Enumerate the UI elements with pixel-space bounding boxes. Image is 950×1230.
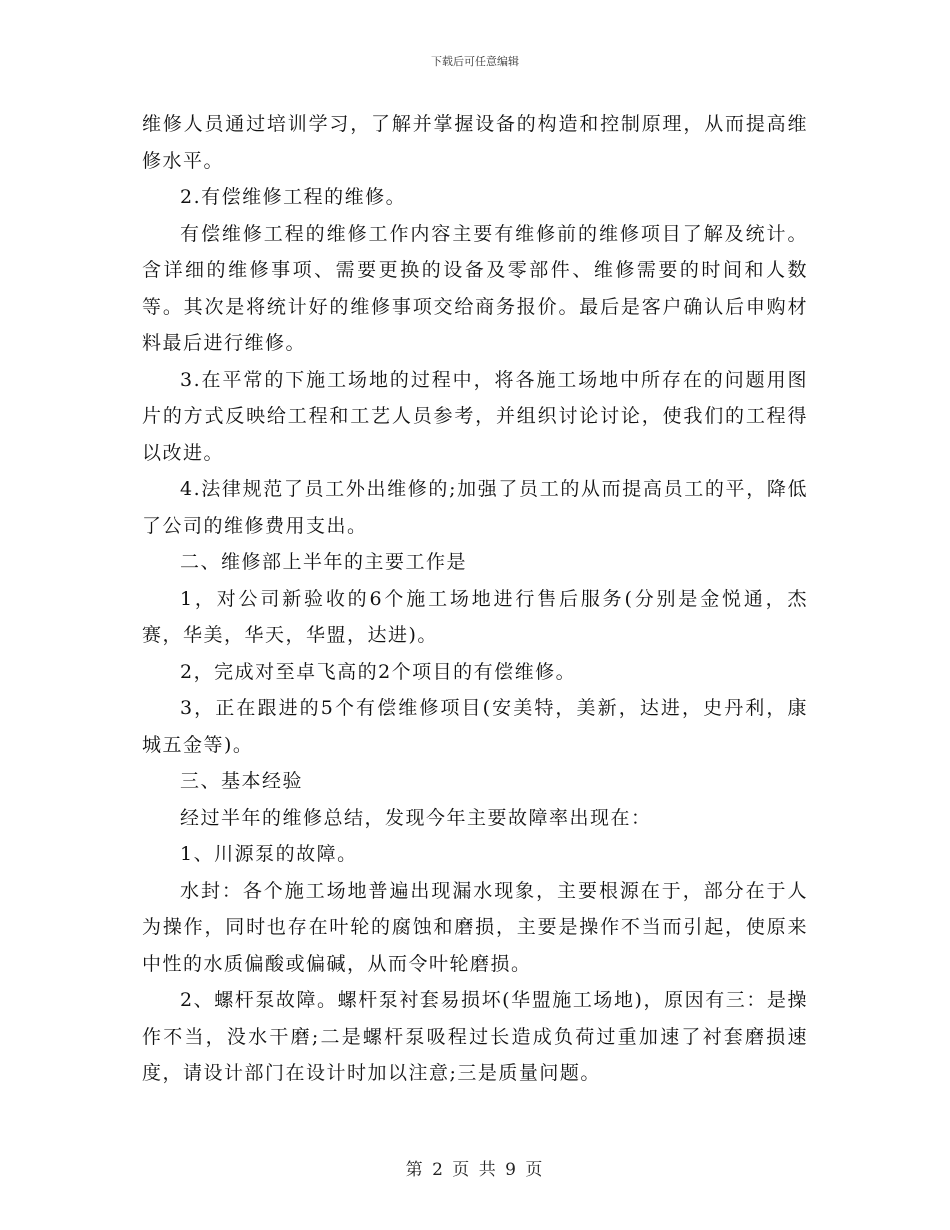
paragraph: 维修人员通过培训学习，了解并掌握设备的构造和控制原理，从而提高维修水平。 — [142, 113, 808, 172]
document-body — [142, 106, 808, 1092]
section-heading: 三、基本经验 — [180, 770, 304, 792]
paragraph: 1，对公司新验收的6个施工场地进行售后服务(分别是金悦通，杰赛，华美，华天，华盟，达进)。 — [142, 587, 808, 646]
paragraph: 3，正在跟进的5个有偿维修项目(安美特，美新，达进，史丹利，康城五金等)。 — [142, 697, 808, 756]
paragraph: 2、螺杆泵故障。螺杆泵衬套易损坏(华盟施工场地)，原因有三：是操作不当，没水干磨;二是螺杆泵吸程过长造成负荷过重加速了衬套磨损速度，请设计部门在设计时加以注意;三是质量问题。 — [142, 989, 808, 1084]
paragraph: 3.在平常的下施工场地的过程中，将各施工场地中所存在的问题用图片的方式反映给工程和工艺人员参考，并组织讨论讨论，使我们的工程得以改进。 — [142, 368, 808, 464]
paragraph: 有偿维修工程的维修工作内容主要有维修前的维修项目了解及统计。含详细的维修事项、需要更换的设备及零部件、维修需要的时间和人数等。其次是将统计好的维修事项交给商务报价。最后是客户确认后申购材料最后进行维修。 — [142, 222, 808, 354]
page-header-note: 下载后可任意编辑 — [431, 55, 519, 68]
page-number: 第 2 页 共 9 页 — [405, 1160, 545, 1180]
paragraph: 2，完成对至卓飞高的2个项目的有偿维修。 — [180, 660, 577, 683]
paragraph: 水封：各个施工场地普遍出现漏水现象，主要根源在于，部分在于人为操作，同时也存在叶轮的腐蚀和磨损，主要是操作不当而引起，使原来中性的水质偏酸或偏碱，从而令叶轮磨损。 — [142, 879, 808, 975]
paragraph: 经过半年的维修总结，发现今年主要故障率出现在： — [180, 806, 652, 829]
paragraph: 4.法律规范了员工外出维修的;加强了员工的从而提高员工的平，降低了公司的维修费用支出。 — [142, 478, 808, 537]
section-heading: 二、维修部上半年的主要工作是 — [180, 551, 468, 573]
paragraph: 2.有偿维修工程的维修。 — [180, 186, 407, 208]
paragraph: 1、川源泵的故障。 — [180, 843, 358, 865]
